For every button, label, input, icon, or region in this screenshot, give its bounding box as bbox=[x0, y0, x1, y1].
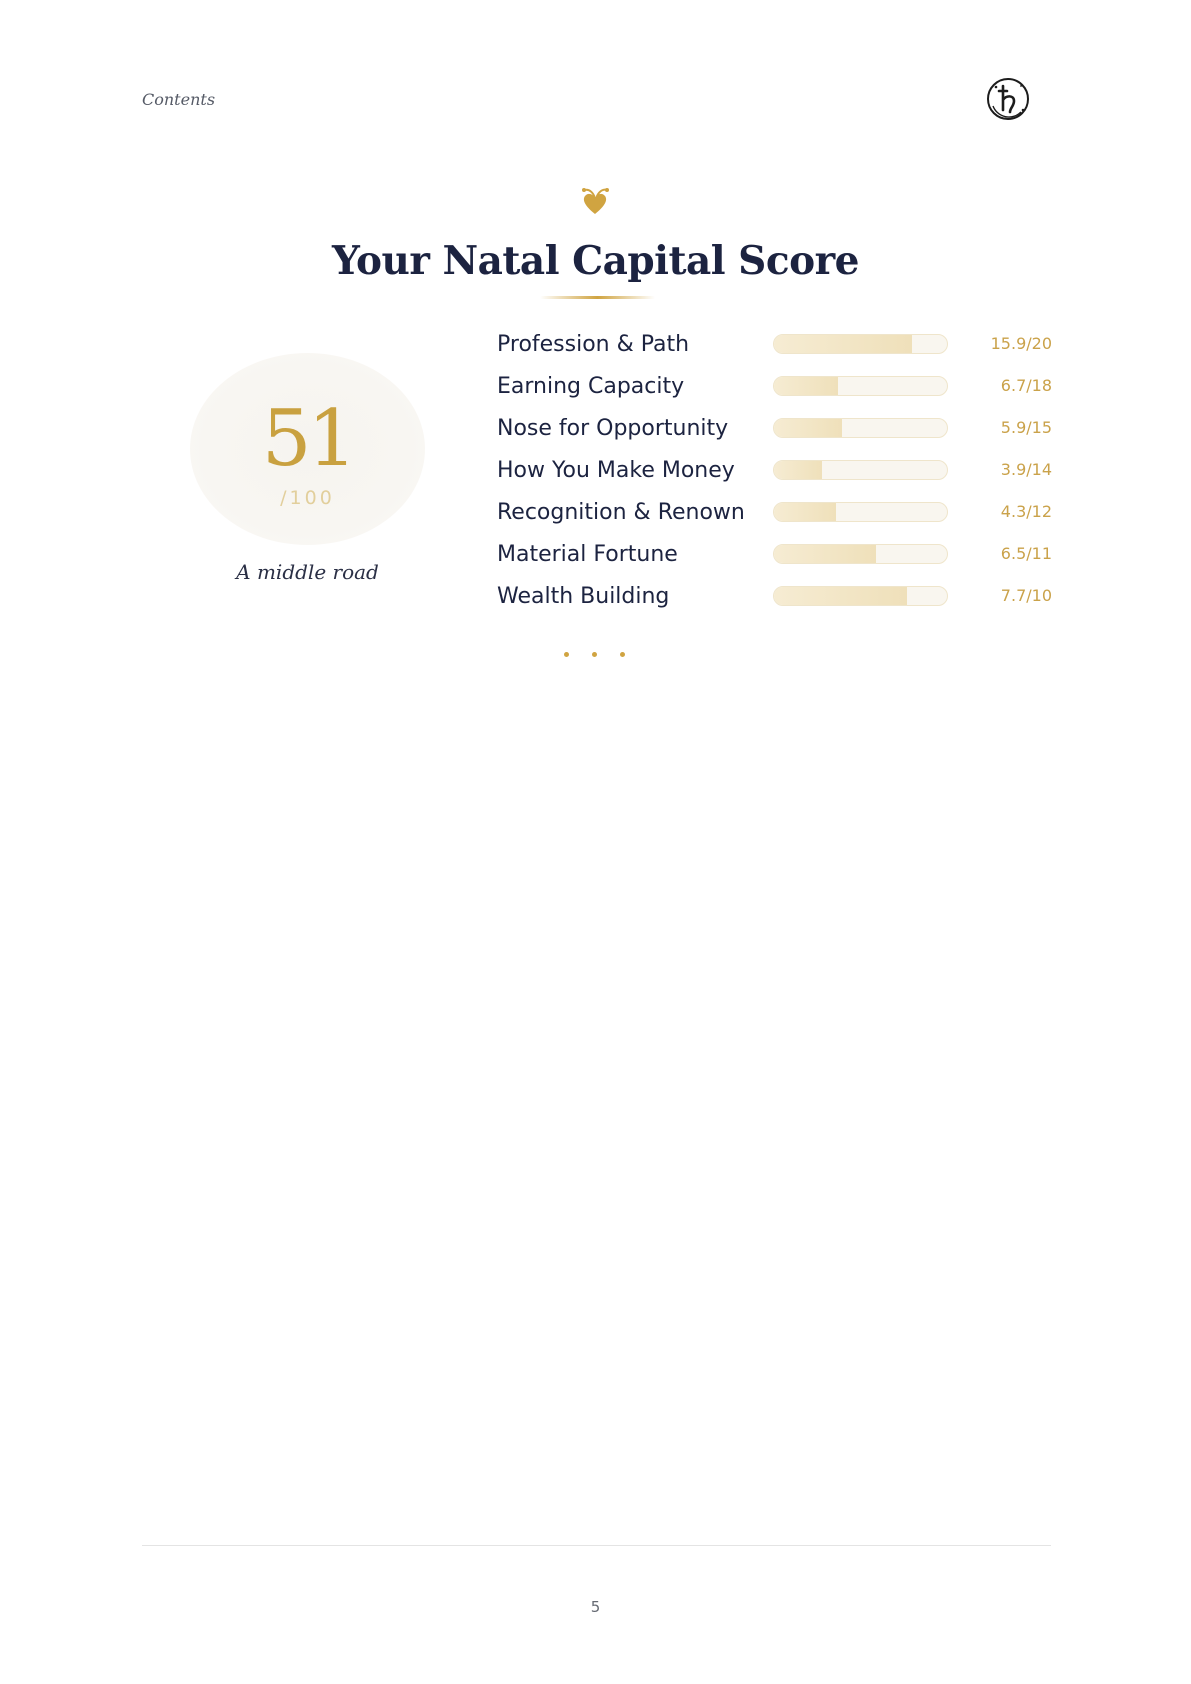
metric-value: 5.9/15 bbox=[1000, 418, 1052, 437]
metric-value: 15.9/20 bbox=[990, 334, 1052, 353]
metric-row bbox=[497, 490, 1052, 532]
metric-row bbox=[497, 532, 1052, 574]
total-score-value: 51 bbox=[261, 394, 354, 484]
metric-bar-track bbox=[773, 418, 948, 438]
metric-bar-track bbox=[773, 376, 948, 396]
metric-label: Wealth Building bbox=[497, 584, 670, 609]
heart-fleuron-icon bbox=[577, 184, 613, 220]
metric-row bbox=[497, 574, 1052, 616]
metric-bar-track bbox=[773, 460, 948, 480]
metric-row bbox=[497, 322, 1052, 364]
metric-value: 6.7/18 bbox=[1000, 376, 1052, 395]
metric-bar-fill bbox=[774, 335, 912, 353]
metric-bar-track bbox=[773, 334, 948, 354]
metric-bar-track bbox=[773, 544, 948, 564]
score-caption: A middle road bbox=[236, 560, 379, 584]
metric-row bbox=[497, 364, 1052, 406]
metric-bar-fill bbox=[774, 419, 842, 437]
metric-label: Recognition & Renown bbox=[497, 500, 745, 525]
metric-bar-track bbox=[773, 586, 948, 606]
metric-label: How You Make Money bbox=[497, 458, 735, 483]
ornament-dot bbox=[564, 652, 569, 657]
metric-bar-fill bbox=[774, 461, 822, 479]
metric-label: Material Fortune bbox=[497, 542, 678, 567]
title-underline bbox=[540, 296, 655, 299]
page-number: 5 bbox=[590, 1598, 601, 1616]
metric-bar-fill bbox=[774, 545, 876, 563]
metric-bar-fill bbox=[774, 377, 838, 395]
metric-value: 4.3/12 bbox=[1000, 502, 1052, 521]
ornament-dot bbox=[620, 652, 625, 657]
ornament-dot bbox=[592, 652, 597, 657]
metric-row bbox=[497, 448, 1052, 490]
metric-value: 3.9/14 bbox=[1000, 460, 1052, 479]
ornament-dots bbox=[560, 652, 630, 662]
footer-divider bbox=[142, 1545, 1051, 1546]
metric-label: Profession & Path bbox=[497, 332, 690, 357]
metric-bar-fill bbox=[774, 503, 836, 521]
metric-list bbox=[497, 322, 1052, 616]
metric-bar-track bbox=[773, 502, 948, 522]
contents-link[interactable]: Contents bbox=[142, 90, 216, 109]
metric-bar-fill bbox=[774, 587, 907, 605]
planet-glyph-icon bbox=[985, 76, 1031, 122]
metric-value: 7.7/10 bbox=[1000, 586, 1052, 605]
metric-label: Nose for Opportunity bbox=[497, 416, 729, 441]
metric-label: Earning Capacity bbox=[497, 374, 685, 399]
metric-value: 6.5/11 bbox=[1000, 544, 1052, 563]
metric-row bbox=[497, 406, 1052, 448]
total-score-max: /100 bbox=[280, 487, 335, 509]
page-title: Your Natal Capital Score bbox=[332, 238, 859, 284]
